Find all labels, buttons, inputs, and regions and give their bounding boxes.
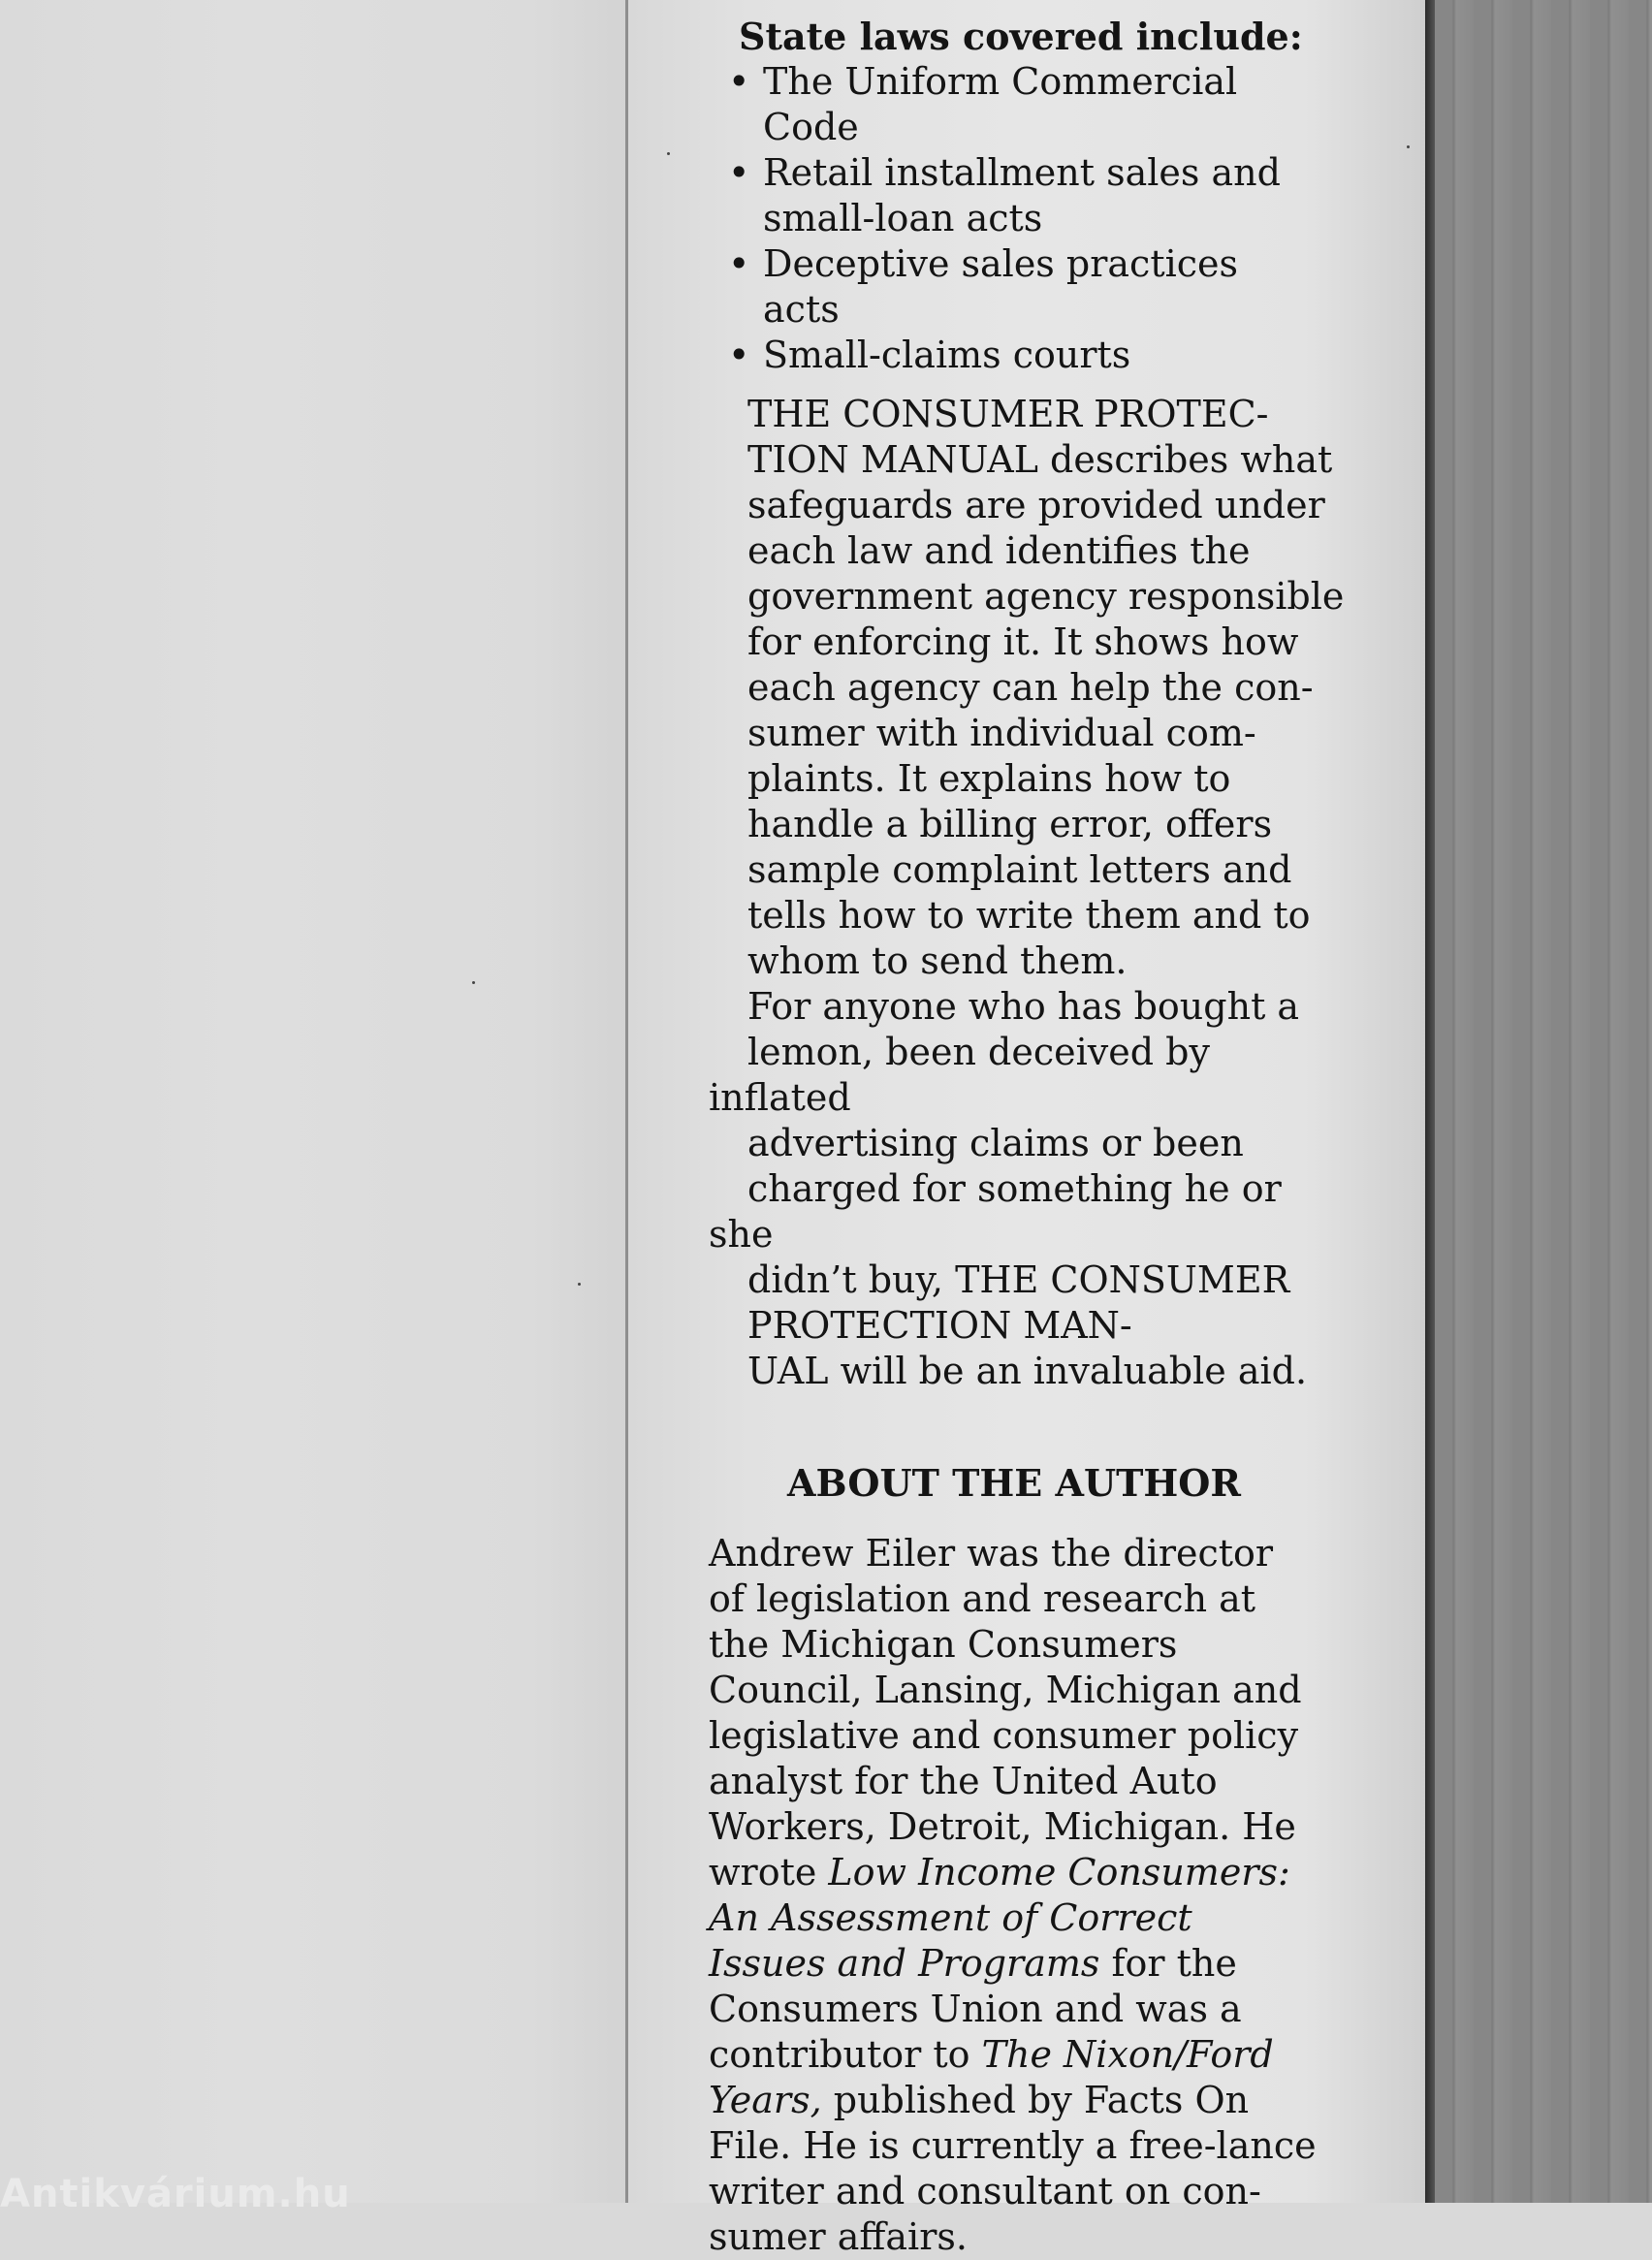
text-line	[709, 2032, 1349, 2078]
text-line	[709, 1941, 1349, 1987]
description-paragraph-2	[709, 984, 1349, 1394]
text-line: handle a billing error, offers	[747, 803, 1273, 845]
bullet-icon: •	[728, 151, 750, 194]
text-line: Council, Lansing, Michigan and	[709, 1669, 1302, 1711]
text-line: Consumers Union and was a	[709, 1988, 1242, 2030]
text-line: TION MANUAL describes what	[747, 438, 1333, 481]
watermark: Antikvárium.hu	[0, 2172, 351, 2216]
text-line: sumer with individual com-	[747, 712, 1256, 754]
flap-text-column	[709, 14, 1349, 2260]
bullet-icon: •	[728, 60, 750, 103]
text-line: sumer affairs.	[709, 2215, 968, 2258]
list-item-line: Retail installment sales and	[763, 151, 1281, 194]
list-item	[709, 150, 1349, 241]
list-item	[709, 59, 1349, 150]
list-item-line: Deceptive sales practices	[763, 242, 1239, 285]
text-line: PROTECTION MAN-	[747, 1304, 1132, 1347]
text-line: Workers, Detroit, Michigan. He	[709, 1805, 1296, 1848]
left-page	[0, 0, 626, 2203]
text-line: didn’t buy, THE CONSUMER	[747, 1258, 1290, 1301]
text-line: lemon, been deceived by inflated	[709, 1031, 1210, 1119]
text-line: sample complaint letters and	[747, 848, 1292, 891]
list-item-line: acts	[763, 288, 840, 331]
text-run: for the	[1099, 1942, 1237, 1985]
text-run: contributor to	[709, 2033, 982, 2076]
spine-edge	[1425, 0, 1435, 2203]
list-item-line: The Uniform Commercial	[763, 60, 1238, 103]
text-run: published by Facts On	[821, 2079, 1250, 2121]
text-line: tells how to write them and to	[747, 894, 1311, 937]
description-paragraph-1	[709, 392, 1349, 984]
text-line: of legislation and research at	[709, 1577, 1256, 1620]
text-line: writer and consultant on con-	[709, 2170, 1261, 2212]
text-line	[709, 1895, 1349, 1941]
text-line: UAL will be an invaluable aid.	[747, 1350, 1308, 1392]
text-line: legislative and consumer policy	[709, 1714, 1299, 1757]
paper-speck	[578, 1283, 581, 1286]
book-title: An Assessment of Correct	[709, 1896, 1192, 1939]
list-item-line: small-loan acts	[763, 197, 1043, 239]
text-run: wrote	[709, 1851, 829, 1894]
author-bio	[709, 1531, 1349, 2260]
book-title: The Nixon/Ford	[981, 2033, 1274, 2076]
bullet-icon: •	[728, 334, 750, 376]
text-line: File. He is currently a free-lance	[709, 2124, 1317, 2167]
text-line: safeguards are provided under	[747, 484, 1325, 526]
text-line: plaints. It explains how to	[747, 757, 1231, 800]
text-line: whom to send them.	[747, 939, 1128, 982]
list-item	[709, 241, 1349, 333]
text-line: Andrew Eiler was the director	[709, 1532, 1274, 1575]
text-line: For anyone who has bought a	[747, 985, 1300, 1028]
paper-speck	[1407, 145, 1410, 148]
state-laws-heading: State laws covered include:	[739, 15, 1303, 58]
paper-speck	[472, 981, 475, 984]
text-line: charged for something he or she	[709, 1167, 1282, 1256]
text-line: analyst for the United Auto	[709, 1760, 1218, 1802]
paper-speck	[667, 152, 670, 155]
list-item	[709, 333, 1349, 378]
text-line: each agency can help the con-	[747, 666, 1314, 709]
text-line: the Michigan Consumers	[709, 1623, 1178, 1666]
background-board	[1435, 0, 1652, 2203]
text-line: for enforcing it. It shows how	[747, 621, 1299, 663]
list-item-line: Small-claims courts	[763, 334, 1131, 376]
text-line: each law and identifies the	[747, 529, 1251, 572]
list-item-line: Code	[763, 106, 859, 148]
bullet-icon: •	[728, 242, 750, 285]
about-author-heading: ABOUT THE AUTHOR	[787, 1461, 1241, 1505]
text-line	[709, 2078, 1349, 2123]
text-line: THE CONSUMER PROTEC-	[747, 393, 1269, 435]
book-title: Low Income Consumers:	[828, 1851, 1290, 1894]
text-line: government agency responsible	[747, 575, 1345, 618]
text-line: advertising claims or been	[747, 1122, 1244, 1164]
book-title: Years,	[709, 2079, 822, 2121]
text-line	[709, 1850, 1349, 1895]
state-laws-list	[709, 59, 1349, 378]
book-title: Issues and Programs	[709, 1942, 1100, 1985]
